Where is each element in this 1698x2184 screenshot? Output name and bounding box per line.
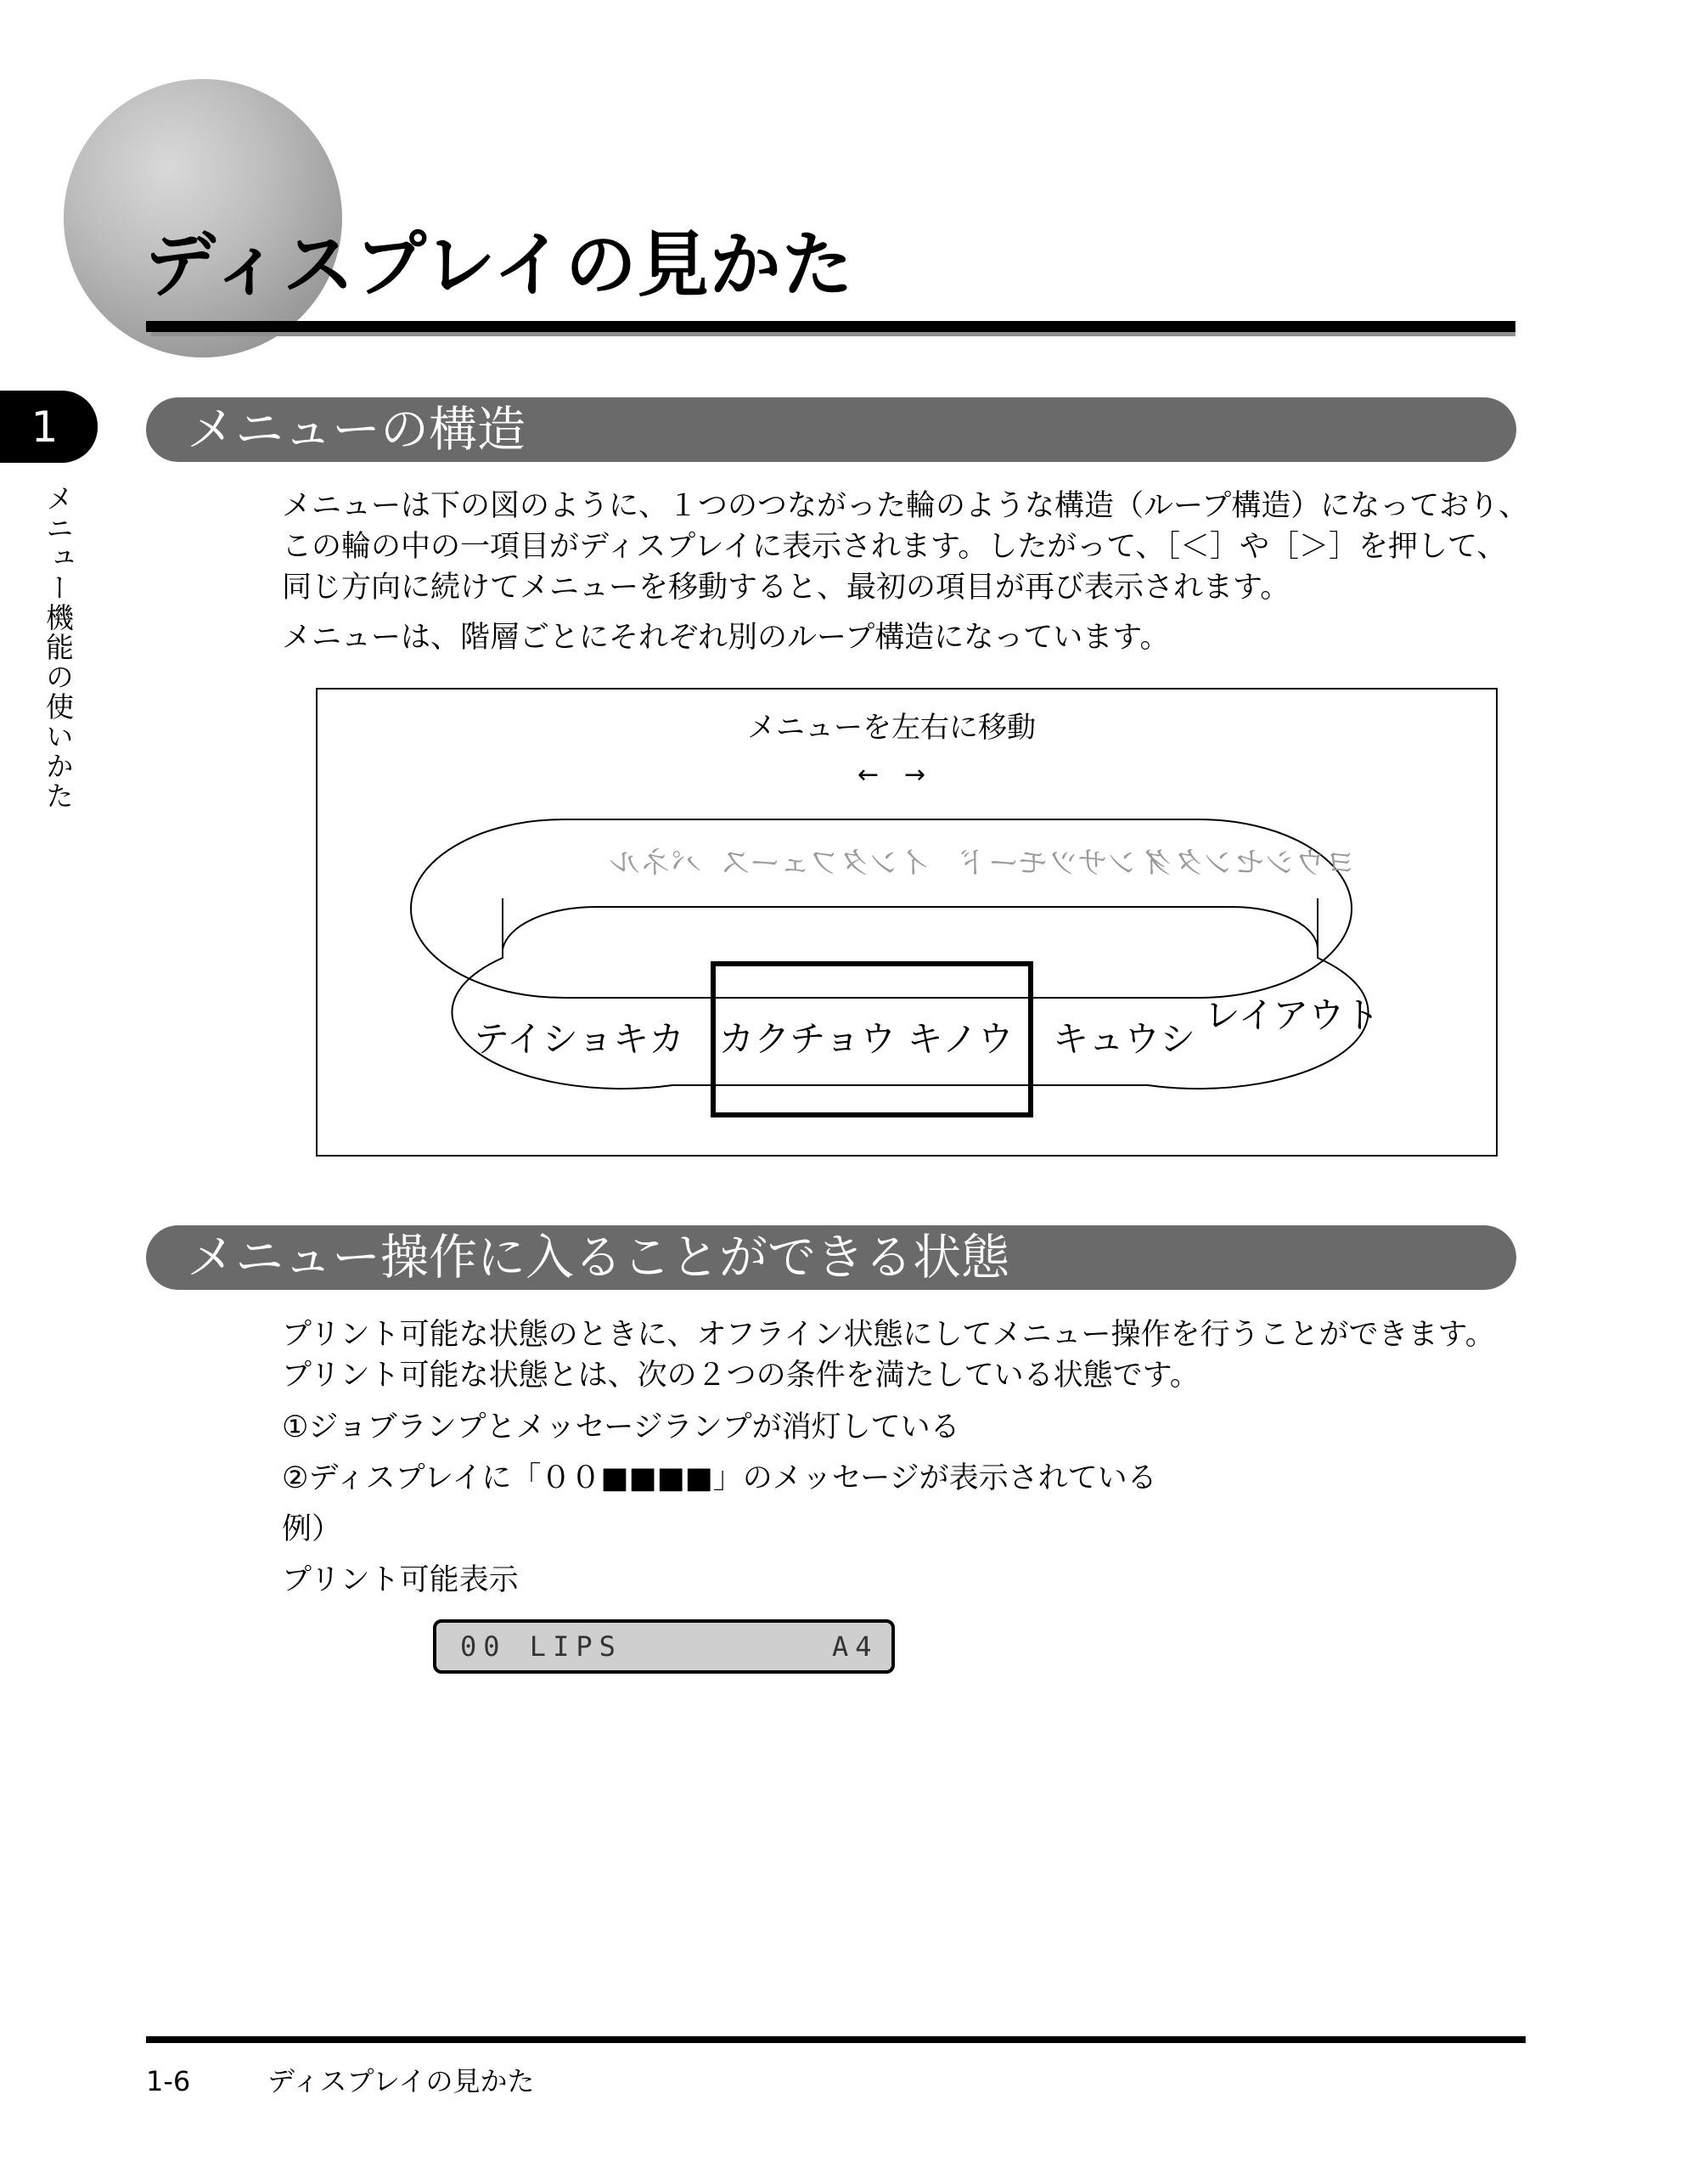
title-rule-shadow: [151, 332, 1515, 336]
menu-loop-diagram: [316, 688, 1498, 1157]
paragraph-line: プリント可能な状態とは、次の２つの条件を満たしている状態です。: [282, 1359, 1200, 1393]
chapter-side-label: メニュー機能の使いかた: [42, 484, 75, 811]
front-item-kyushi: キュウシ: [1052, 1018, 1196, 1060]
paragraph-line: この輪の中の一項目がディスプレイに表示されます。したがって、［＜］や［＞］を押して、: [282, 530, 1507, 564]
front-item-teishokika: テイショキカ: [473, 1018, 685, 1060]
chapter-number: 1: [31, 402, 59, 452]
example-label: 例）: [282, 1512, 342, 1546]
footer-rule: [146, 2036, 1526, 2043]
paragraph-line: 同じ方向に続けてメニューを移動すると、最初の項目が再び表示されます。: [282, 571, 1290, 605]
lcd-message: 00 LIPS: [460, 1630, 622, 1663]
front-item-kakucho-kino: カクチョウ キノウ: [718, 1018, 1014, 1060]
condition-item-2: ②ディスプレイに「００■■■■」のメッセージが表示されている: [282, 1461, 1157, 1495]
section-heading-menu-operation-state: メニュー操作に入ることができる状態: [146, 1225, 1516, 1290]
back-item-panel: パネル: [609, 846, 702, 881]
title-decoration-circle: [64, 79, 342, 357]
footer-page-number: 1-6: [146, 2065, 191, 2097]
loop-ring-inner-edge-left: [503, 907, 596, 949]
chapter-tab: [0, 391, 98, 463]
back-item-print-mode: インサツモード: [957, 846, 1169, 881]
section1-paragraph2: メニューは、階層ごとにそれぞれ別のループ構造になっています。: [282, 621, 1170, 655]
condition-item-1: ①ジョブランプとメッセージランプが消灯している: [282, 1410, 960, 1444]
back-item-interface: インタフェース: [720, 846, 931, 881]
lcd-paper-size: A4: [832, 1630, 879, 1663]
loop-ring-inner-edge: [596, 907, 1318, 949]
paragraph-line: プリント可能な状態のときに、オフライン状態にしてメニュー操作を行うことができます。: [282, 1318, 1495, 1352]
diagram-arrows: ← →: [857, 760, 926, 790]
section-heading-menu-structure: メニューの構造: [146, 397, 1516, 462]
footer-title: ディスプレイの見かた: [267, 2065, 535, 2097]
example-caption: プリント可能表示: [282, 1563, 519, 1597]
section1-paragraph1: [282, 486, 1530, 608]
front-item-layout: レイアウト: [1204, 994, 1380, 1036]
back-item-paper-select: ヨウシセンタク: [1143, 846, 1357, 881]
section2-paragraph: [282, 1314, 1530, 1396]
title-rule: [146, 321, 1515, 332]
diagram-caption: メニューを左右に移動: [747, 711, 1036, 745]
page-title: ディスプレイの見かた: [144, 223, 854, 307]
paragraph-line: メニューは下の図のように、１つのつながった輪のような構造（ループ構造）になっており、: [282, 489, 1529, 523]
